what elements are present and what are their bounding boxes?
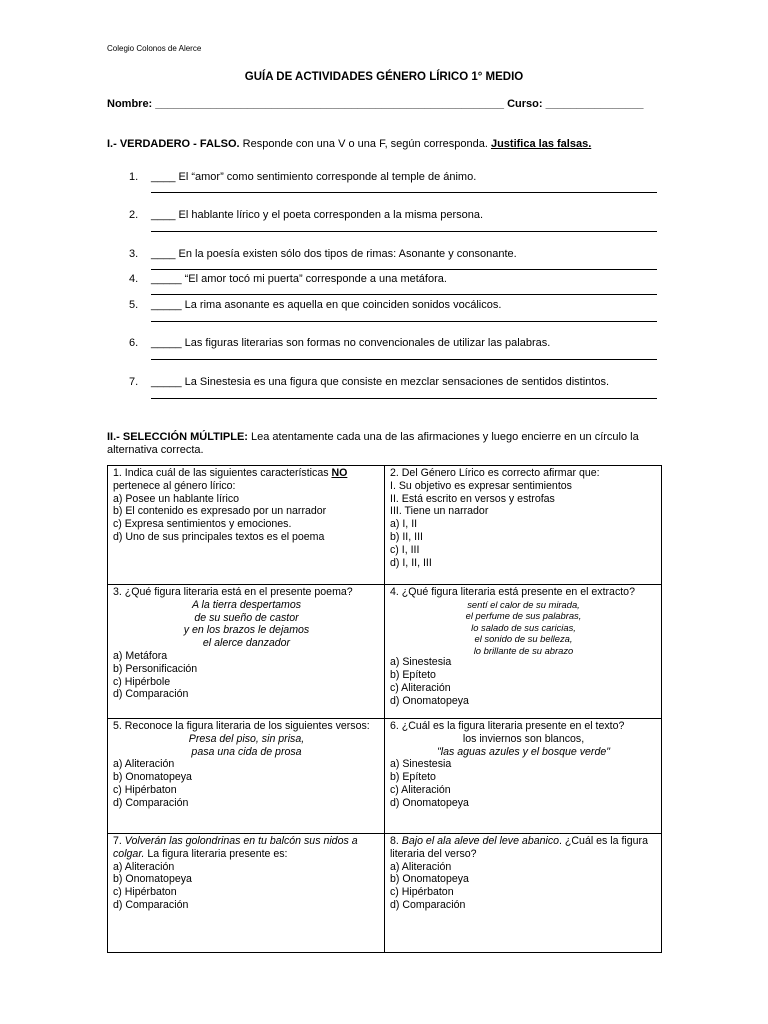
option: d) I, II, III xyxy=(390,556,432,569)
text-line: los inviernos son blancos, xyxy=(462,732,585,745)
tf-item-text: _____ La rima asonante es aquella en que coinciden sonidos vocálicos. xyxy=(151,299,502,311)
question-3 xyxy=(108,585,385,719)
tf-item-number: 2. xyxy=(129,209,139,221)
option: b) Onomatopeya xyxy=(390,873,469,886)
tf-item-number: 1. xyxy=(129,171,139,183)
option: a) Aliteración xyxy=(390,860,452,873)
option: c) I, III xyxy=(390,543,420,556)
question-stem: 4. ¿Qué figura literaria está presente en el extracto? xyxy=(390,586,635,598)
statement: I. Su objetivo es expresar sentimientos xyxy=(390,479,572,492)
option: d) Onomatopeya xyxy=(390,694,469,707)
option: a) Sinestesia xyxy=(390,656,452,669)
option: b) II, III xyxy=(390,530,423,543)
option: b) El contenido es expresado por un narrador xyxy=(113,505,327,518)
option: c) Hipérbaton xyxy=(113,783,177,796)
option: d) Onomatopeya xyxy=(390,796,469,809)
tf-item-number: 6. xyxy=(129,337,139,349)
poem-verse: lo brillante de su abrazo xyxy=(473,644,574,656)
question-2 xyxy=(385,466,662,585)
poem-verse: y en los brazos le dejamos xyxy=(183,624,310,637)
option: a) Aliteración xyxy=(113,758,175,771)
poem-verse: de su sueño de castor xyxy=(194,611,299,624)
answer-line xyxy=(151,231,657,232)
option: d) Comparación xyxy=(113,898,189,911)
poem-verse: el alerce danzador xyxy=(202,637,291,650)
answer-line xyxy=(151,192,657,193)
question-stem: 7. Volverán las golondrinas en tu balcón sus nidos a colgar. La figura literaria presente es: xyxy=(113,835,358,860)
poem-verse: Presa del piso, sin prisa, xyxy=(188,732,305,745)
section1-justify: Justifica las falsas. xyxy=(490,138,592,150)
tf-item-number: 7. xyxy=(129,376,139,388)
question-4 xyxy=(385,585,662,719)
answer-line xyxy=(151,269,657,270)
poem-verse: A la tierra despertamos xyxy=(191,598,302,611)
option: a) Aliteración xyxy=(113,860,175,873)
section1-instruction: Responde con una V o una F, según corresponda. xyxy=(239,138,491,150)
option: a) I, II xyxy=(390,518,418,531)
tf-item-number: 5. xyxy=(129,299,139,311)
option: d) Comparación xyxy=(390,898,466,911)
option: c) Hipérbole xyxy=(113,675,171,688)
verse: Bajo el ala aleve del leve abanico xyxy=(401,835,560,847)
tf-item-text: ____ En la poesía existen sólo dos tipos de rimas: Asonante y consonante. xyxy=(151,248,517,260)
name-course-line xyxy=(107,98,643,110)
question-6 xyxy=(385,719,662,834)
tf-item-text: ____ El hablante lírico y el poeta corresponden a la misma persona. xyxy=(151,209,484,221)
option: d) Comparación xyxy=(113,688,189,701)
answer-line xyxy=(151,398,657,399)
emphasis-no: NO xyxy=(331,467,348,479)
tf-item-text: _____ “El amor tocó mi puerta” corresponde a una metáfora. xyxy=(151,273,447,285)
answer-line xyxy=(151,294,657,295)
option: c) Aliteración xyxy=(390,783,451,796)
section2-heading: II.- SELECCIÓN MÚLTIPLE: xyxy=(107,431,248,443)
poem-verse: pasa una cida de prosa xyxy=(191,745,302,758)
option: a) Posee un hablante lírico xyxy=(113,492,240,505)
multiple-choice-table xyxy=(107,465,662,953)
quoted-verse: "las aguas azules y el bosque verde" xyxy=(436,745,610,758)
school-name: Colegio Colonos de Alerce xyxy=(107,44,202,53)
option: a) Metáfora xyxy=(113,649,168,662)
section1-heading: I.- VERDADERO - FALSO. xyxy=(107,138,240,150)
question-stem: 1. Indica cuál de las siguientes características NO pertenece al género lírico: xyxy=(113,467,348,492)
option: b) Onomatopeya xyxy=(113,873,192,886)
question-7 xyxy=(108,834,385,953)
tf-item-number: 4. xyxy=(129,273,139,285)
answer-line xyxy=(151,359,657,360)
answer-line xyxy=(151,321,657,322)
question-8 xyxy=(385,834,662,953)
option: b) Personificación xyxy=(113,662,198,675)
question-stem: 8. Bajo el ala aleve del leve abanico. ¿Cuál es la figura literaria del verso? xyxy=(390,835,648,860)
option: b) Epíteto xyxy=(390,771,436,784)
name-label: Nombre: xyxy=(107,98,153,110)
question-stem: 6. ¿Cuál es la figura literaria presente en el texto? xyxy=(390,720,625,732)
option: d) Comparación xyxy=(113,796,189,809)
section1-header xyxy=(107,138,667,150)
tf-item-number: 3. xyxy=(129,248,139,260)
course-label: Curso: xyxy=(507,98,543,110)
question-1 xyxy=(108,466,385,585)
poem-verse: el perfume de sus palabras, xyxy=(465,610,582,622)
section2-instruction: Lea atentamente cada una de las afirmaciones y luego encierre en un círculo la alternativa correcta. xyxy=(107,431,639,456)
tf-item-text: _____ Las figuras literarias son formas no convencionales de utilizar las palabras. xyxy=(151,337,551,349)
poem-verse: lo salado de sus caricias, xyxy=(471,621,576,633)
verse: Volverán las golondrinas en tu balcón sus nidos a colgar. xyxy=(113,835,358,860)
option: c) Expresa sentimientos y emociones. xyxy=(113,518,292,531)
option: b) Onomatopeya xyxy=(113,771,192,784)
question-stem: 5. Reconoce la figura literaria de los siguientes versos: xyxy=(113,720,370,732)
question-stem: 3. ¿Qué figura literaria está en el presente poema? xyxy=(113,586,353,598)
statement: II. Está escrito en versos y estrofas xyxy=(390,492,555,505)
option: a) Sinestesia xyxy=(390,758,452,771)
option: d) Uno de sus principales textos es el poema xyxy=(113,530,325,543)
name-blank: _________________________________________________________ xyxy=(155,98,505,110)
section2-header xyxy=(107,431,663,457)
poem-verse: sentí el calor de su mirada, xyxy=(467,598,580,610)
tf-item-text: ____ El “amor” como sentimiento corresponde al temple de ánimo. xyxy=(151,171,477,183)
option: b) Epíteto xyxy=(390,669,436,682)
option: c) Hipérbaton xyxy=(113,886,177,899)
statement: III. Tiene un narrador xyxy=(390,505,489,518)
option: c) Aliteración xyxy=(390,681,451,694)
poem-verse: el sonido de su belleza, xyxy=(474,633,573,645)
tf-item-text: _____ La Sinestesia es una figura que consiste en mezclar sensaciones de sentidos distintos. xyxy=(151,376,610,388)
course-blank: ________________ xyxy=(545,98,644,110)
page-title: GUÍA DE ACTIVIDADES GÉNERO LÍRICO 1° MEDIO xyxy=(244,71,524,83)
option: c) Hipérbaton xyxy=(390,886,454,899)
question-stem: 2. Del Género Lírico es correcto afirmar que: xyxy=(390,467,600,479)
question-5 xyxy=(108,719,385,834)
